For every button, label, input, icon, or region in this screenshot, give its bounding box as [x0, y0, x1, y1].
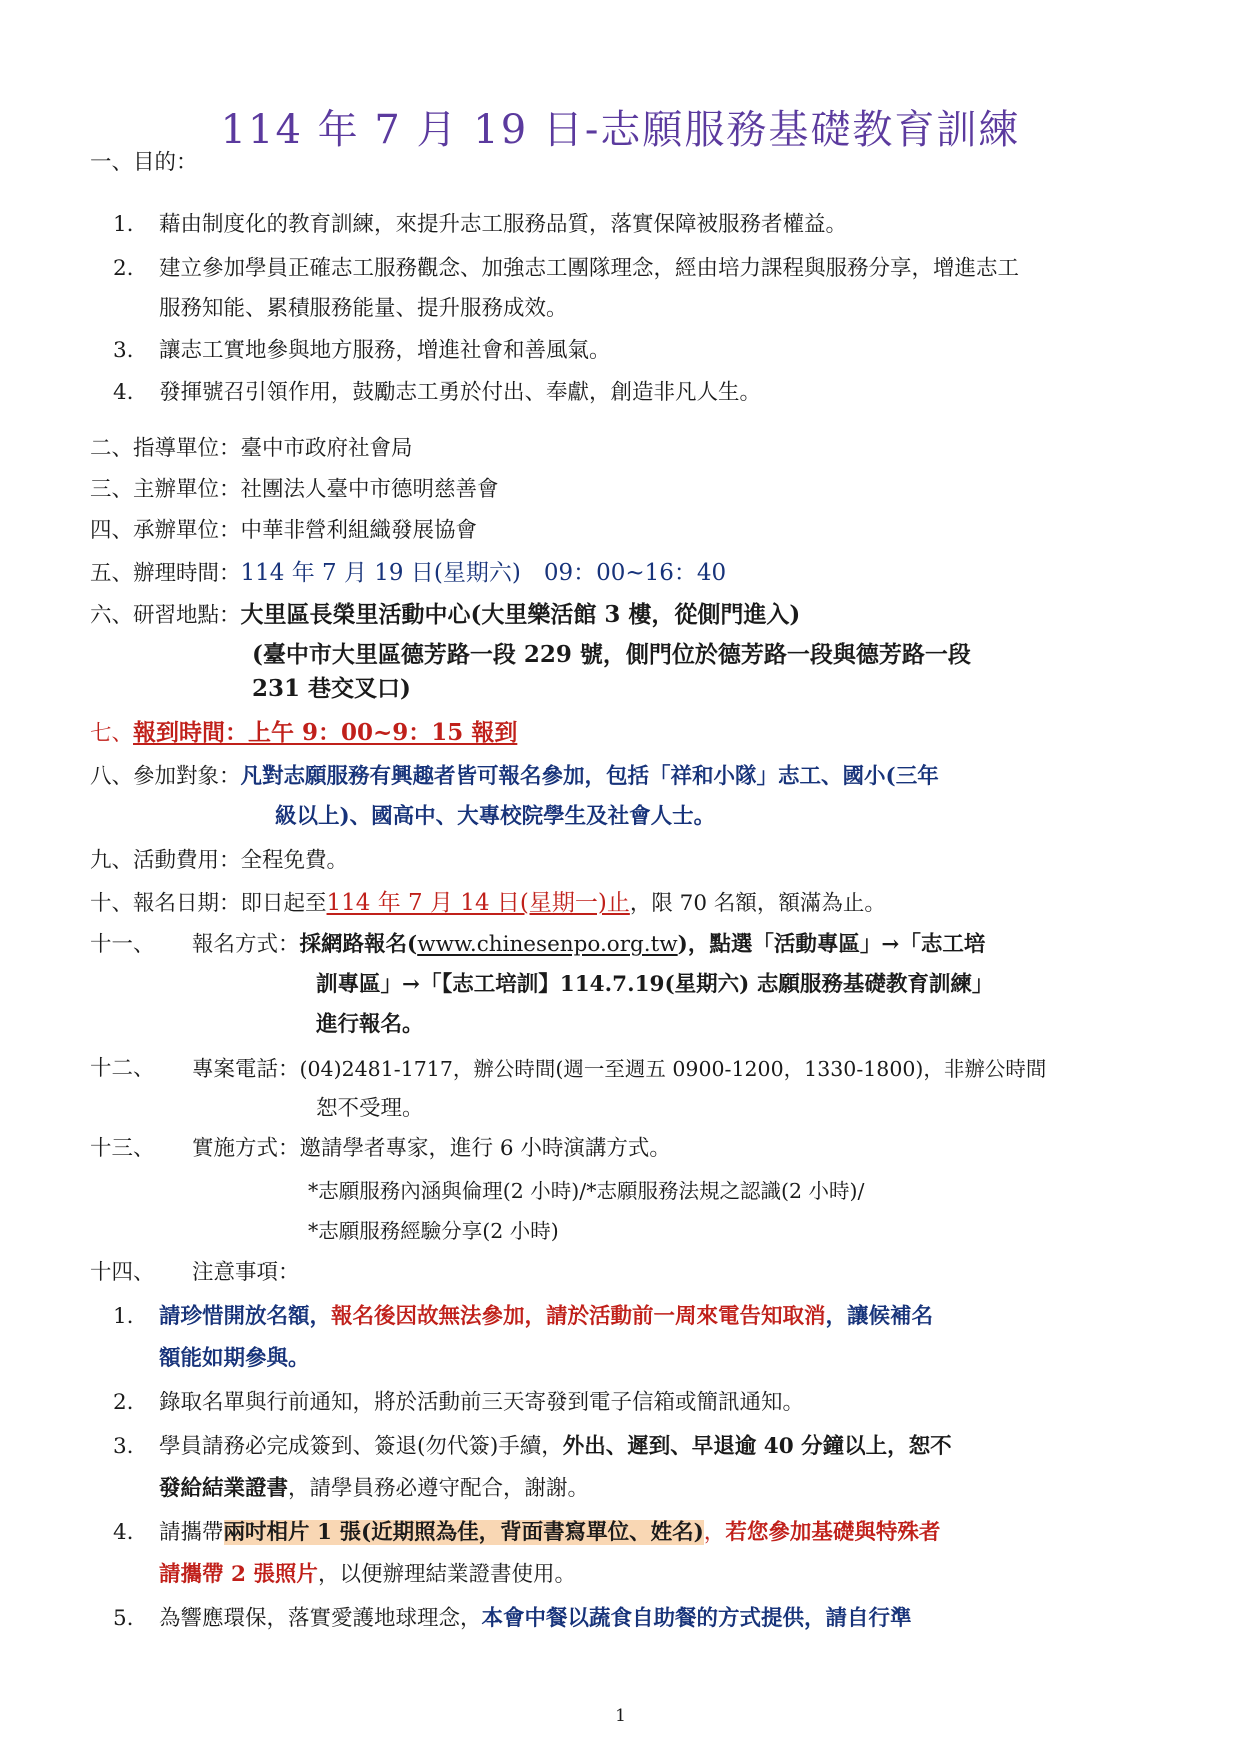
registration-url-link[interactable]: www.chinesenpo.org.tw: [417, 932, 678, 957]
section-label: 八、參加對象：: [90, 764, 241, 789]
section-10: [90, 888, 886, 919]
section-value: 全程免費。: [240, 848, 349, 873]
deadline-prefix: 即日起至: [240, 891, 327, 916]
section-label: 二、指導單位：: [90, 436, 241, 461]
course-list-2: *志願服務經驗分享(2 小時): [308, 1219, 559, 1243]
contact-phone: (04)2481-1717，辦公時間(週一至週五 0900-1200，1330-1800)，非辦公時間: [299, 1057, 1047, 1081]
venue-address-cont: 231 巷交叉口): [252, 675, 411, 702]
section-6: [90, 600, 800, 631]
notice-item-1-cont: 額能如期參與。: [159, 1346, 310, 1371]
notice-3-text-b: 外出、遲到、早退逾 40 分鐘以上，恕不: [562, 1434, 952, 1459]
deadline-suffix: ，限 70 名額，額滿為止。: [629, 891, 886, 916]
section-label: 五、辦理時間：: [90, 561, 241, 586]
section-value: 臺中市政府社會局: [240, 436, 413, 461]
notice-item-4-cont: [159, 1560, 576, 1590]
event-time: 114 年 7 月 19 日(星期六) 09：00~16：40: [240, 560, 727, 586]
section-13: [192, 1134, 671, 1164]
purpose-item-2: [113, 254, 1019, 284]
page-number: 1: [615, 1706, 626, 1726]
contact-phone-cont: 恕不受理。: [316, 1096, 424, 1121]
registration-deadline: 114 年 7 月 14 日(星期一)止: [326, 890, 630, 916]
page-title: 114 年 7 月 19 日-志願服務基礎教育訓練: [220, 107, 1021, 153]
notice-1-text-b: 報名後因故無法參加，請於活動前一周來電告知取消: [331, 1304, 826, 1329]
notice-item-3-cont: [159, 1474, 589, 1504]
section-sublabel: 實施方式：: [192, 1136, 300, 1161]
section-value: 社團法人臺中市德明慈善會: [240, 477, 499, 502]
notice-item-3: [113, 1432, 952, 1462]
section-12-label: 十二、: [90, 1056, 155, 1081]
notice-1-text-a: 請珍惜開放名額，: [159, 1304, 332, 1329]
notice-item-4: [113, 1518, 940, 1548]
notice-3-text-c: 發給結業證書: [159, 1476, 289, 1501]
section-label: 六、研習地點：: [90, 603, 241, 628]
section-11-label: 十一、: [90, 932, 155, 957]
method-intro: 邀請學者專家，進行 6 小時演講方式。: [299, 1136, 671, 1161]
section-sublabel: 專案電話：: [192, 1057, 300, 1082]
notice-3-text-d: ，請學員務必遵守配合，謝謝。: [288, 1476, 590, 1501]
item-text: 建立參加學員正確志工服務觀念、加強志工團隊理念，經由培力課程與服務分享，增進志工: [159, 256, 1020, 281]
section-13-label: 十三、: [90, 1136, 155, 1161]
item-number: 1.: [113, 1304, 134, 1329]
section-sublabel: 報名方式：: [192, 932, 300, 957]
notice-3-text-a: 學員請務必完成簽到、簽退(勿代簽)手續，: [159, 1434, 563, 1459]
section-8: [90, 762, 939, 792]
section-label: 七、: [90, 721, 134, 746]
section-9: [90, 846, 348, 876]
notice-1-text-c: ，讓候補名: [825, 1304, 934, 1329]
item-text: 發揮號召引領作用，鼓勵志工勇於付出、奉獻，創造非凡人生。: [159, 380, 762, 405]
notice-4-text-d: 若您參加基礎與特殊者: [725, 1520, 941, 1545]
section-14-label: 十四、: [90, 1260, 155, 1285]
item-number: 2.: [113, 1390, 134, 1415]
item-number: 2.: [113, 256, 134, 281]
venue-name: 大里區長榮里活動中心(大里樂活館 3 樓，從側門進入): [240, 601, 801, 628]
purpose-item-4: [113, 378, 761, 408]
registration-method: 採網路報名(: [299, 932, 418, 957]
section-label: 三、主辦單位：: [90, 477, 241, 502]
registration-path-end: 進行報名。: [316, 1012, 424, 1037]
section-12: [192, 1054, 1046, 1085]
participants-cont: 級以上)、國高中、大專校院學生及社會人士。: [275, 804, 716, 829]
purpose-item-3: [113, 336, 611, 366]
section-4: [90, 516, 477, 546]
notice-4-text-f: ，以便辦理結業證書使用。: [317, 1562, 576, 1587]
notice-4-text-a: 請攜帶: [159, 1520, 224, 1545]
section-1-heading: 一、目的：: [90, 150, 198, 175]
notice-4-highlight: 兩吋相片 1 張(近期照為佳，背面書寫單位、姓名): [223, 1520, 704, 1545]
section-2: [90, 434, 413, 464]
notice-5-text-a: 為響應環保，落實愛護地球理念，: [159, 1606, 482, 1631]
section-label: 十、報名日期：: [90, 891, 241, 916]
notice-item-2: [113, 1388, 804, 1418]
registration-path: 訓專區」→「【志工培訓】114.7.19(星期六) 志願服務基礎教育訓練」: [316, 972, 994, 997]
registration-method-b: )，點選「活動專區」→「志工培: [677, 932, 986, 957]
checkin-time: 報到時間：上午 9：00~9：15 報到: [133, 719, 518, 746]
section-14-heading: 注意事項：: [192, 1260, 300, 1285]
purpose-item-1: [113, 210, 847, 240]
notice-item-5: [113, 1604, 912, 1634]
section-label: 四、承辦單位：: [90, 518, 241, 543]
section-label: 九、活動費用：: [90, 848, 241, 873]
notice-5-text-b: 本會中餐以蔬食自助餐的方式提供，請自行準: [481, 1606, 912, 1631]
item-number: 4.: [113, 1520, 134, 1545]
section-5: [90, 558, 726, 589]
item-number: 3.: [113, 338, 134, 363]
notice-2-text: 錄取名單與行前通知，將於活動前三天寄發到電子信箱或簡訊通知。: [159, 1390, 805, 1415]
item-number: 1.: [113, 212, 134, 237]
participants: 凡對志願服務有興趣者皆可報名參加，包括「祥和小隊」志工、國小(三年: [240, 764, 939, 789]
notice-4-text-e: 請攜帶 2 張照片: [159, 1562, 318, 1587]
section-11: [192, 930, 985, 960]
item-number: 3.: [113, 1434, 134, 1459]
venue-address: (臺中市大里區德芳路一段 229 號，側門位於德芳路一段與德芳路一段: [252, 641, 971, 668]
notice-item-1: [113, 1302, 933, 1332]
course-list-1: *志願服務內涵與倫理(2 小時)/*志願服務法規之認識(2 小時)/: [308, 1179, 865, 1203]
section-value: 中華非營利組織發展協會: [240, 518, 478, 543]
purpose-item-2-cont: 服務知能、累積服務能量、提升服務成效。: [159, 296, 568, 321]
section-3: [90, 475, 499, 505]
notice-4-text-c: ，: [703, 1520, 726, 1545]
item-number: 4.: [113, 380, 134, 405]
item-text: 藉由制度化的教育訓練，來提升志工服務品質，落實保障被服務者權益。: [159, 212, 848, 237]
item-number: 5.: [113, 1606, 134, 1631]
item-text: 讓志工實地參與地方服務，增進社會和善風氣。: [159, 338, 611, 363]
section-7: [90, 718, 517, 749]
